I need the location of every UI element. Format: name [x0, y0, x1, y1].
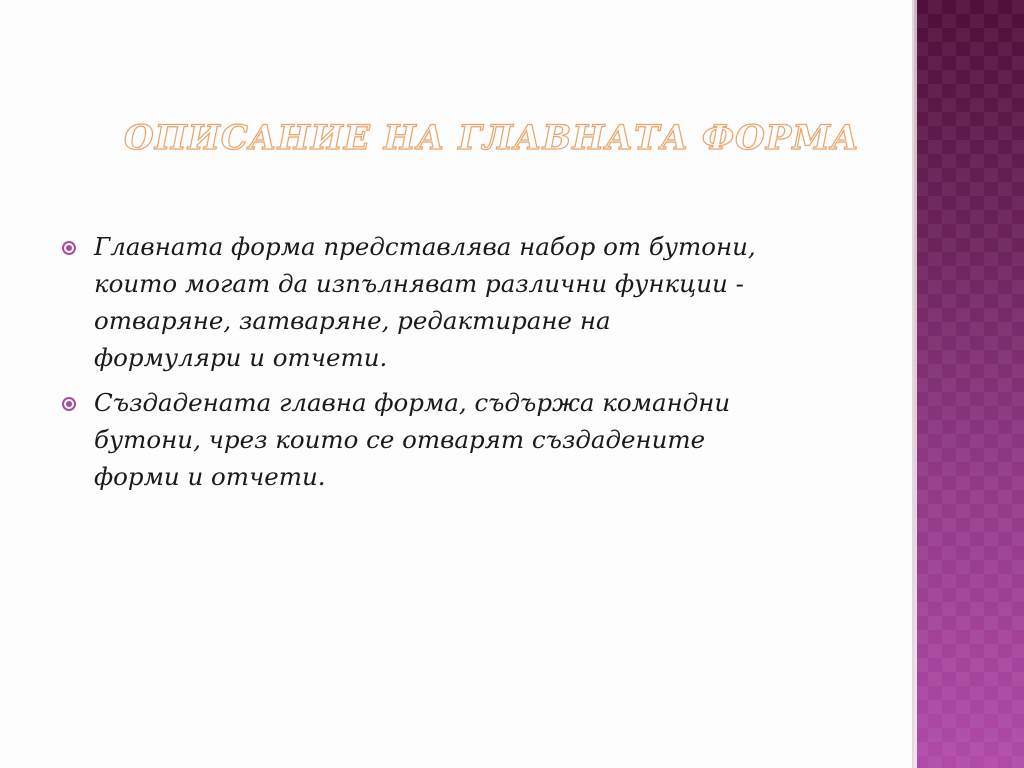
- bullet-line: които могат да изпълняват различни функции -: [94, 269, 744, 298]
- bullet-line: бутони, чрез които се отварят създадените: [94, 425, 706, 454]
- slide-content: [58, 228, 878, 503]
- bullet-line: отваряне, затваряне, редактиране на: [94, 306, 611, 335]
- side-band-pattern: [914, 0, 1024, 768]
- bullet-item: [58, 384, 878, 495]
- decorative-side-band: [912, 0, 1024, 768]
- bullet-line: Главната форма представлява набор от бутони,: [94, 232, 756, 261]
- bullet-item: [58, 228, 878, 376]
- bullet-line: Създадената главна форма, съдържа командни: [94, 388, 731, 417]
- slide-title: ОПИСАНИЕ НА ГЛАВНАТА ФОРМА: [124, 118, 860, 158]
- circle-bullet-icon: [62, 397, 76, 411]
- bullet-line: форми и отчети.: [94, 462, 326, 491]
- circle-bullet-icon: [62, 241, 76, 255]
- side-band-edge: [914, 0, 917, 768]
- bullet-line: формуляри и отчети.: [94, 343, 388, 372]
